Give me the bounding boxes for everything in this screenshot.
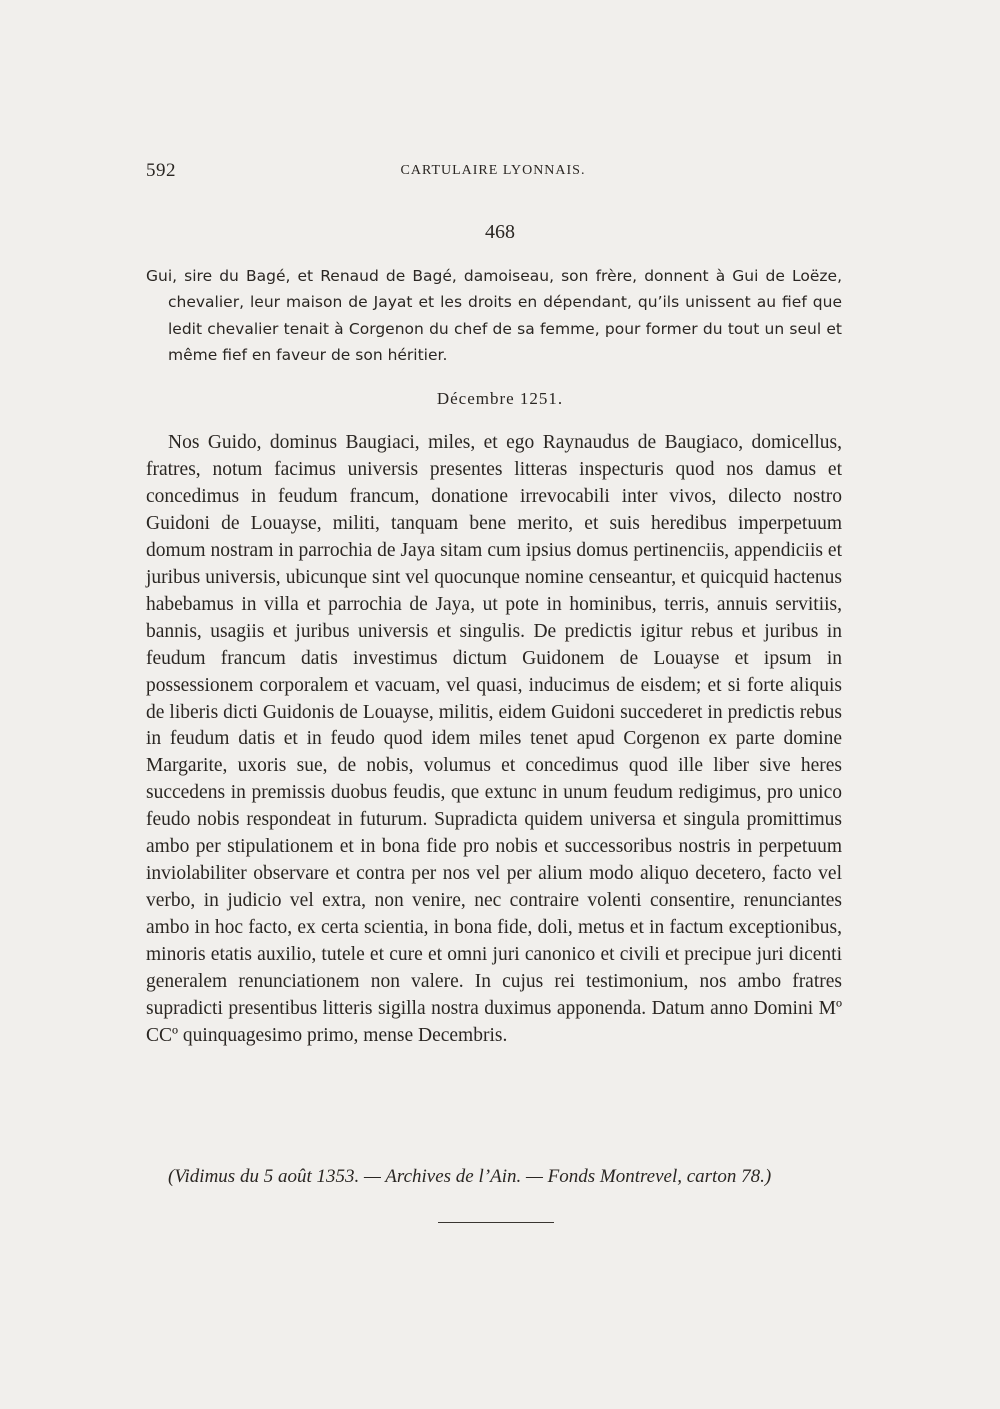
document-number: 468 xyxy=(485,221,515,243)
document-date: Décembre 1251. xyxy=(436,389,564,408)
running-title: CARTULAIRE LYONNAIS. xyxy=(400,163,586,178)
source-note: (Vidimus du 5 août 1353. — Archives de l’Ain. — Fonds Montrevel, carton 78.) xyxy=(168,1166,772,1187)
document-summary: Gui, sire du Bagé, et Renaud de Bagé, damoiseau, son frère, donnent à Gui de Loëze, chevalier, leur maison de Jayat et les droits en dépendant, qu’ils unissent au fief que ledit chevalier tenait à Corgenon du chef de sa femme, pour former du tout un seul et même fief en faveur de son héritier. xyxy=(146,267,842,364)
end-rule xyxy=(438,1222,554,1223)
page-header xyxy=(146,160,840,184)
page-number: 592 xyxy=(146,160,176,181)
charter-text: Nos Guido, dominus Baugiaci, miles, et ego Raynaudus de Baugiaco, domicellus, fratres, notum facimus universis presentes litteras inspecturis quod nos damus et concedimus in feudum francum, donatione irrevocabili inter vivos, dilecto nostro Guidoni de Louayse, militi, tanquam bene merito, et suis heredibus imperpetuum domum nostram in parrochia de Jaya sitam cum ipsius domus pertinenciis, appendiciis et juribus universis, ubicunque sint vel quocunque nomine censeantur, et quicquid hactenus habebamus in villa et parrochia de Jaya, ut pote in hominibus, terris, annuis servitiis, bannis, usagiis et juribus universis et singulis. De predictis igitur rebus et juribus in feudum francum datis investimus dictum Guidonem de Louayse et ipsum in possessionem corporalem et vacuam, vel quasi, inducimus de eisdem; et si forte aliquis de liberis dicti Guidonis de Louayse, militis, eidem Guidoni succederet in predictis rebus in feudum datis et in feudo quod idem miles tenet apud Corgenon ex parte domine Margarite, uxoris sue, de nobis, volumus et concedimus quod ille liber sive heres succedens in premissis duobus feudis, que extunc in unum feudum redigimus, pro unico feudo nobis respondeat in futurum. Supradicta quidem universa et singula promittimus ambo per stipulationem et in bona fide pro nobis et successoribus nostris in perpetuum inviolabiliter observare et contra per nos vel per alium modo aliquo decetero, facto vel verbo, in judicio vel extra, non venire, nec contraire volenti consentire, renunciantes ambo in hoc facto, ex certa scientia, in bona fide, doli, metus et in factum exceptionibus, minoris etatis auxilio, tutele et cure et omni juri canonico et civili et precipue juri dicenti generalem renunciationem non valere. In cujus rei testimonium, nos ambo fratres supradicti presentibus litteris sigilla nostra duximus apponenda. Datum anno Domini Mº CCº quinquagesimo primo, mense Decembris. xyxy=(146,432,842,1046)
